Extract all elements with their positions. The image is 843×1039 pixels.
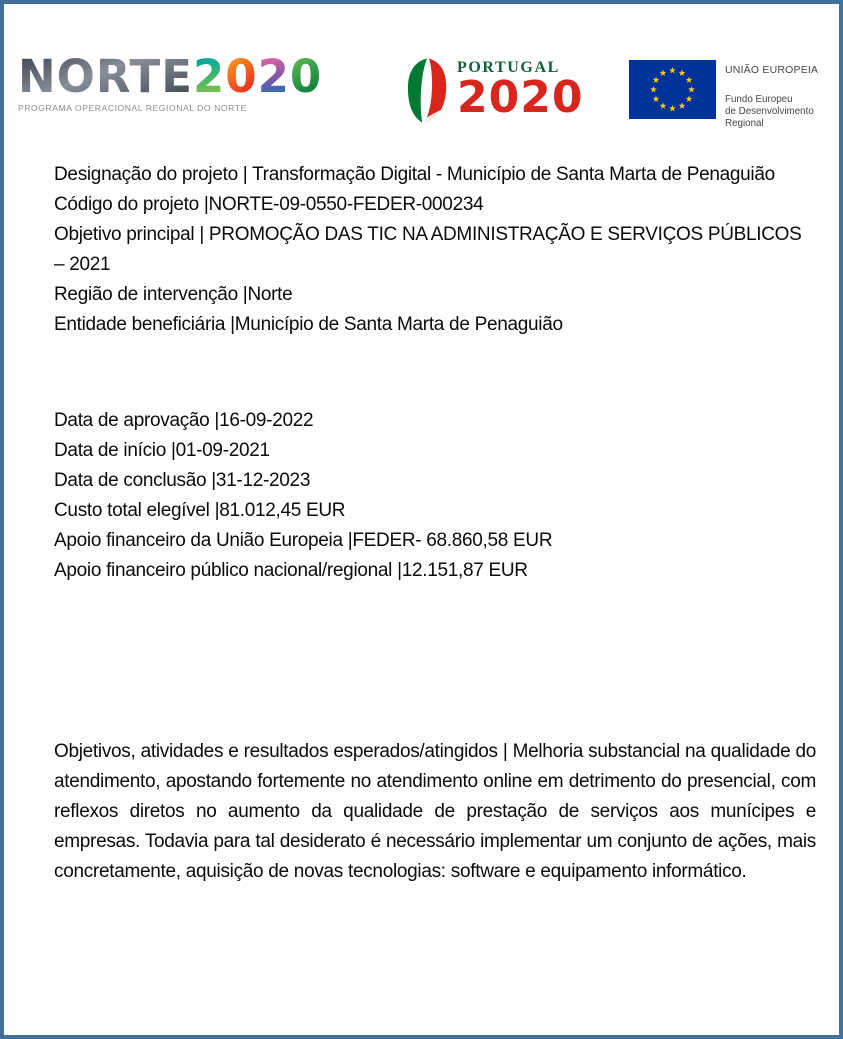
norte2020-wordmark [18, 50, 323, 103]
eu-flag-icon [629, 60, 716, 119]
portugal2020-year-label: 2020 [457, 72, 584, 123]
project-identification-block [54, 160, 816, 340]
project-objectives-paragraph: Objetivos, atividades e resultados esperados/atingidos | Melhoria substancial na qualidade do atendimento, apostando fortemente no atendimento online em detrimento do presencial, com reflexos diretos no aumento da qualidade de prestação de serviços aos munícipes e empresas. Todavia para tal desiderato é necessário implementar um conjunto de ações, mais concretamente, aquisição de novas tecnologias: software e equipamento informático. [54, 741, 816, 882]
eu-fund-name [725, 94, 843, 130]
eu-texts [725, 60, 843, 130]
eu-fund-line1: Fundo Europeu [725, 94, 793, 105]
norte2020-digit-2-teal: 2 [192, 50, 226, 103]
field-codigo: Código do projeto |NORTE-09-0550-FEDER-000234 [54, 194, 484, 215]
field-entidade: Entidade beneficiária |Município de Santa Marta de Penaguião [54, 314, 563, 335]
portugal-leaf-icon [407, 57, 449, 125]
eu-fund-line2: de Desenvolvimento Regional [725, 106, 814, 129]
norte2020-word: NORTE [18, 50, 193, 103]
eu-title: UNIÃO EUROPEIA [725, 64, 819, 76]
field-data-inicio: Data de início |01-09-2021 [54, 440, 270, 461]
norte2020-digit-0-orange: 0 [225, 50, 258, 103]
eu-logo [629, 60, 843, 130]
norte2020-digit-2-pink: 2 [257, 50, 290, 103]
field-data-conclusao: Data de conclusão |31-12-2023 [54, 470, 311, 491]
portugal2020-country-label: PORTUGAL [457, 59, 560, 76]
field-apoio-nacional: Apoio financeiro público nacional/regional |12.151,87 EUR [54, 560, 528, 581]
norte2020-subtitle: PROGRAMA OPERACIONAL REGIONAL DO NORTE [18, 103, 247, 113]
field-data-aprovacao: Data de aprovação |16-09-2022 [54, 410, 314, 431]
field-objetivo-principal: Objetivo principal | PROMOÇÃO DAS TIC NA ADMINISTRAÇÃO E SERVIÇOS PÚBLICOS – 2021 [54, 224, 802, 275]
field-custo-total: Custo total elegível |81.012,45 EUR [54, 500, 346, 521]
portugal2020-texts [457, 57, 583, 125]
field-apoio-ue: Apoio financeiro da União Europeia |FEDER- 68.860,58 EUR [54, 530, 553, 551]
portugal2020-logo [407, 57, 583, 125]
norte2020-digit-0-green: 0 [289, 50, 323, 103]
field-regiao: Região de intervenção |Norte [54, 284, 293, 305]
project-dates-financials-block [54, 406, 816, 586]
field-designacao: Designação do projeto | Transformação Digital - Município de Santa Marta de Penaguião [54, 164, 775, 185]
norte2020-logo [18, 50, 323, 113]
